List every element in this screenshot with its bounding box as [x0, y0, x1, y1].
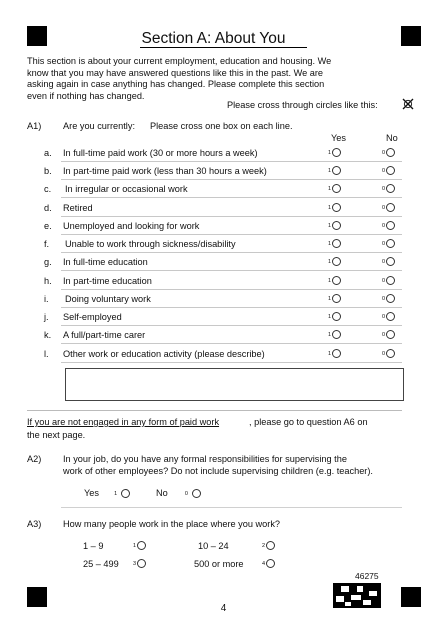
a1-yes-checkbox[interactable]	[332, 257, 341, 266]
other-activity-text-box[interactable]	[65, 368, 404, 401]
no-code: 0	[382, 222, 386, 229]
a1-no-option	[382, 256, 395, 266]
a1-no-checkbox[interactable]	[386, 166, 395, 175]
a1-item-letter: j.	[44, 312, 49, 322]
row-divider	[61, 252, 402, 253]
a1-no-checkbox[interactable]	[386, 276, 395, 285]
a1-yes-checkbox[interactable]	[332, 330, 341, 339]
a1-yes-option	[328, 165, 341, 175]
a1-yes-checkbox[interactable]	[332, 294, 341, 303]
a1-item-text: Unemployed and looking for work	[63, 221, 200, 231]
row-divider	[61, 307, 402, 308]
a1-item-text: A full/part-time carer	[63, 330, 146, 340]
a1-no-option	[382, 165, 395, 175]
question-a1-number: A1)	[27, 121, 42, 131]
a3-option-label: 25 – 499	[83, 559, 119, 569]
question-a2-line1: In your job, do you have any formal responsibilities for supervising the	[63, 454, 347, 464]
intro-line: asking again in case anything has changed. Please complete this section	[27, 79, 325, 90]
routing-note-underlined: If you are not engaged in any form of paid work	[27, 417, 220, 427]
a2-yes-option	[84, 488, 130, 498]
yes-code: 1	[328, 167, 332, 174]
a1-no-option	[382, 202, 395, 212]
divider	[27, 410, 402, 411]
a1-yes-option	[328, 238, 341, 248]
a3-option	[83, 559, 119, 569]
a1-item-letter: h.	[44, 276, 52, 286]
a1-item-letter: e.	[44, 221, 52, 231]
a3-option-code: 4	[262, 560, 266, 567]
a3-option-label: 500 or more	[194, 559, 244, 569]
a1-item-letter: f.	[44, 239, 50, 249]
a2-yes-code: 1	[114, 490, 118, 497]
a3-option-checkbox[interactable]	[137, 541, 146, 550]
row-divider	[61, 179, 402, 180]
a1-yes-checkbox[interactable]	[332, 184, 341, 193]
row-divider	[61, 325, 402, 326]
a1-item-text: In full-time paid work (30 or more hours a week)	[63, 148, 258, 158]
a1-no-option	[382, 293, 395, 303]
a1-no-option	[382, 275, 395, 285]
a1-no-checkbox[interactable]	[386, 148, 395, 157]
a1-item-letter: i.	[44, 294, 49, 304]
a2-no-label: No	[156, 488, 168, 498]
a1-no-option	[382, 183, 395, 193]
a1-no-option	[382, 220, 395, 230]
a1-item-letter: l.	[44, 349, 49, 359]
no-code: 0	[382, 204, 386, 211]
a3-option-code: 1	[133, 542, 137, 549]
yes-code: 1	[328, 331, 332, 338]
intro-line: know that you may have answered questions like this in the past. We are	[27, 67, 324, 78]
a1-item-text: Retired	[63, 203, 93, 213]
question-a2-line2: work of other employees? Do not include supervising children (e.g. teacher).	[63, 466, 373, 476]
a1-no-option	[382, 348, 395, 358]
a3-option-code: 3	[133, 560, 137, 567]
a1-yes-option	[328, 256, 341, 266]
a2-yes-checkbox[interactable]	[121, 489, 130, 498]
a3-option	[198, 541, 229, 551]
a1-yes-checkbox[interactable]	[332, 203, 341, 212]
a1-yes-checkbox[interactable]	[332, 349, 341, 358]
routing-note-line2: the next page.	[27, 430, 86, 440]
a3-option-marker	[133, 540, 146, 550]
question-a3-text: How many people work in the place where you work?	[63, 519, 281, 529]
row-divider	[61, 234, 402, 235]
a1-yes-checkbox[interactable]	[332, 239, 341, 248]
yes-code: 1	[328, 222, 332, 229]
a3-option	[194, 559, 244, 569]
a1-no-checkbox[interactable]	[386, 239, 395, 248]
row-divider	[61, 216, 402, 217]
a1-no-checkbox[interactable]	[386, 312, 395, 321]
a1-no-checkbox[interactable]	[386, 203, 395, 212]
question-a1-text: Are you currently:	[63, 121, 135, 131]
a1-item-text: In irregular or occasional work	[65, 184, 188, 194]
a3-option-marker	[262, 540, 275, 550]
row-divider	[61, 270, 402, 271]
a1-item-text: Unable to work through sickness/disability	[65, 239, 236, 249]
a1-item-letter: b.	[44, 166, 52, 176]
yes-code: 1	[328, 204, 332, 211]
crossed-circle-example-icon	[402, 98, 414, 110]
no-code: 0	[382, 149, 386, 156]
yes-code: 1	[328, 350, 332, 357]
question-a2-number: A2)	[27, 454, 42, 464]
yes-code: 1	[328, 185, 332, 192]
a1-yes-option	[328, 202, 341, 212]
no-code: 0	[382, 295, 386, 302]
a2-no-option	[156, 488, 201, 498]
yes-code: 1	[328, 258, 332, 265]
a1-yes-option	[328, 275, 341, 285]
a1-yes-checkbox[interactable]	[332, 166, 341, 175]
yes-code: 1	[328, 277, 332, 284]
cross-instruction: Please cross through circles like this:	[227, 100, 378, 110]
no-column-header: No	[386, 133, 398, 143]
a1-item-text: In full-time education	[63, 257, 148, 267]
question-a3-number: A3)	[27, 519, 42, 529]
a1-no-option	[382, 311, 395, 321]
yes-code: 1	[328, 240, 332, 247]
row-divider	[61, 289, 402, 290]
no-code: 0	[382, 331, 386, 338]
routing-note-rest: , please go to question A6 on	[249, 417, 368, 427]
a3-option-label: 1 – 9	[83, 541, 104, 551]
intro-line: even if nothing has changed.	[27, 90, 145, 101]
a1-yes-checkbox[interactable]	[332, 312, 341, 321]
a1-item-text: In part-time education	[63, 276, 152, 286]
a1-yes-checkbox[interactable]	[332, 221, 341, 230]
a1-no-checkbox[interactable]	[386, 330, 395, 339]
a1-item-letter: a.	[44, 148, 52, 158]
intro-line: This section is about your current employment, education and housing. We	[27, 56, 332, 66]
a1-no-checkbox[interactable]	[386, 221, 395, 230]
a1-item-text: In part-time paid work (less than 30 hours a week)	[63, 166, 267, 176]
a2-yes-label: Yes	[84, 488, 99, 498]
a3-option-checkbox[interactable]	[266, 559, 275, 568]
a1-item-letter: k.	[44, 330, 52, 340]
a1-no-checkbox[interactable]	[386, 257, 395, 266]
a3-option-checkbox[interactable]	[137, 559, 146, 568]
a2-no-code: 0	[184, 490, 188, 497]
form-id: 46275	[355, 571, 379, 581]
no-code: 0	[382, 240, 386, 247]
yes-code: 1	[328, 149, 332, 156]
a3-option-code: 2	[262, 542, 266, 549]
row-divider	[61, 197, 402, 198]
a1-no-option	[382, 238, 395, 248]
divider	[61, 507, 402, 508]
page-number: 4	[220, 603, 227, 614]
a1-yes-option	[328, 311, 341, 321]
a1-yes-option	[328, 293, 341, 303]
a2-no-checkbox[interactable]	[192, 489, 201, 498]
routing-note	[27, 416, 427, 442]
section-title: Section A: About You	[0, 30, 447, 48]
a1-yes-checkbox[interactable]	[332, 276, 341, 285]
a1-no-checkbox[interactable]	[386, 184, 395, 193]
no-code: 0	[382, 277, 386, 284]
a1-yes-option	[328, 329, 341, 339]
question-a1-instruction: Please cross one box on each line.	[150, 121, 293, 131]
a1-item-letter: g.	[44, 257, 52, 267]
no-code: 0	[382, 313, 386, 320]
a1-no-checkbox[interactable]	[386, 294, 395, 303]
intro-paragraph	[27, 56, 372, 102]
a1-item-letter: c.	[44, 184, 52, 194]
yes-column-header: Yes	[331, 133, 346, 143]
a1-no-option	[382, 147, 395, 157]
no-code: 0	[382, 167, 386, 174]
yes-code: 1	[328, 313, 332, 320]
row-divider	[61, 343, 402, 344]
row-divider	[61, 362, 402, 363]
a1-yes-option	[328, 348, 341, 358]
a1-no-checkbox[interactable]	[386, 349, 395, 358]
no-code: 0	[382, 258, 386, 265]
a1-yes-option	[328, 220, 341, 230]
a1-item-text: Doing voluntary work	[65, 294, 151, 304]
a3-option-marker	[133, 558, 146, 568]
a1-no-option	[382, 329, 395, 339]
a3-option-checkbox[interactable]	[266, 541, 275, 550]
a1-yes-option	[328, 183, 341, 193]
a1-yes-checkbox[interactable]	[332, 148, 341, 157]
a1-item-text: Self-employed	[63, 312, 122, 322]
a3-option-marker	[262, 558, 275, 568]
yes-code: 1	[328, 295, 332, 302]
a3-option	[83, 541, 103, 551]
no-code: 0	[382, 350, 386, 357]
a3-option-label: 10 – 24	[198, 541, 229, 551]
a1-item-letter: d.	[44, 203, 52, 213]
no-code: 0	[382, 185, 386, 192]
row-divider	[61, 161, 402, 162]
a1-item-text: Other work or education activity (please describe)	[63, 349, 265, 359]
a1-yes-option	[328, 147, 341, 157]
